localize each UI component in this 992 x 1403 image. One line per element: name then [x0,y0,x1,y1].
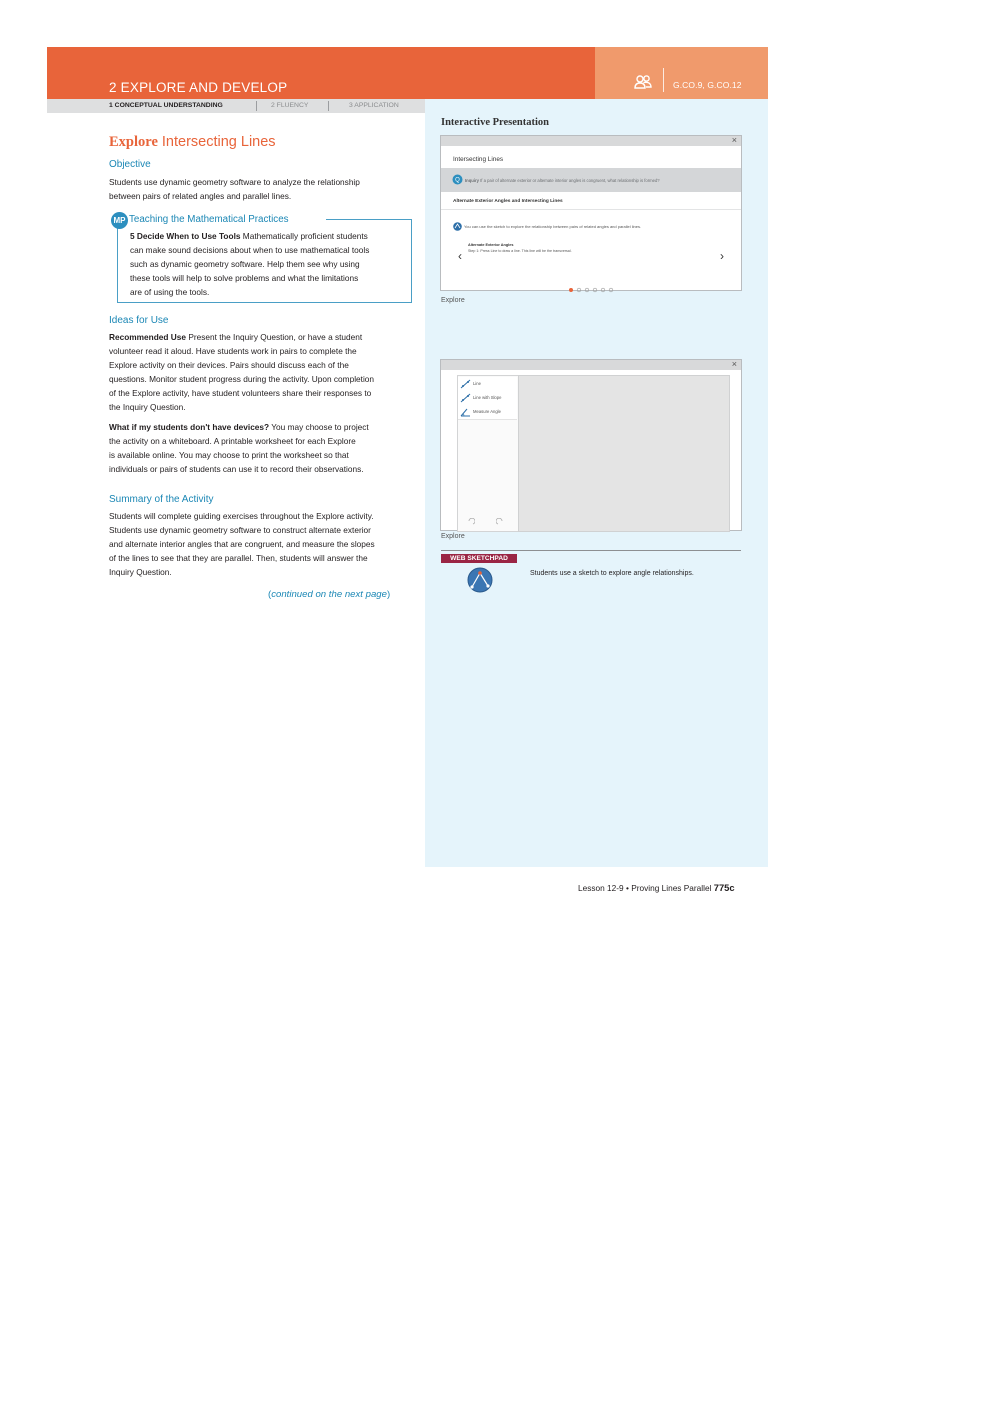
tool-measure-angle[interactable] [458,405,517,420]
tab-divider [256,101,257,111]
mp-line: Mathematically proficient students [240,231,368,241]
inquiry-label: Inquiry [465,178,479,183]
slide-heading: Intersecting Lines [453,156,504,163]
slide-dot [609,288,613,292]
websketch-rule [441,550,741,551]
lesson-title: Proving Lines Parallel [631,883,712,893]
websketchpad-badge: WEB SKETCHPAD [441,554,517,563]
devices-text [109,420,369,476]
rec-line: questions. Monitor student progress during the activity. Upon completion [109,374,375,384]
interactive-presentation-title: Interactive Presentation [441,117,549,128]
lesson-number: Lesson 12-9 [578,883,624,893]
prev-slide-button[interactable]: ‹ [458,249,462,263]
objective-heading: Objective [109,159,151,170]
tool-line-with-slope[interactable] [458,391,517,406]
slide-dot [601,288,605,292]
mp-line: can make sound decisions about when to use mathematical tools [130,245,370,255]
sketch-canvas[interactable] [518,375,730,532]
sketchpad-screenshot[interactable] [440,359,742,531]
mp-line: such as dynamic geometry software. Help them see why using [130,259,360,269]
rec-line: the Inquiry Question. [109,402,186,412]
rec-line: of the Explore activity, have student volunteers share their responses to [109,388,372,398]
tool-label: Line with Slope [473,395,502,400]
tool-line[interactable] [458,377,517,392]
tab-divider [328,101,329,111]
continued-text: continued on the next page [271,589,387,600]
web-sketchpad-icon [467,567,493,593]
tool-label: Measure Angle [473,409,501,414]
heading-title: Intersecting Lines [161,134,276,150]
step-text: Step 1: Press Line to draw a line. This line will be the transversal. [468,249,572,253]
heading-keyword: Explore [109,134,158,150]
mp-text [130,229,369,299]
group-icon [634,74,652,90]
presentation-screenshot[interactable] [440,135,742,291]
slide-dot [577,288,581,292]
inquiry-question: If a pair of alternate exterior or alternate interior angles is congruent, what relationship is formed? [480,178,660,183]
summary-line: and alternate interior angles that are congruent, and measure the slopes [109,539,375,549]
recommended-use-text [109,330,374,414]
summary-line: Students will complete guiding exercises throughout the Explore activity. [109,511,374,521]
page-footer: Lesson 12-9 • Proving Lines Parallel 775c [578,882,735,893]
page-number: 775c [713,882,735,893]
tab-application: 3 APPLICATION [349,102,399,109]
mp-line: these tools will help to solve problems and what the limitations [130,273,359,283]
slide-note: You can use the sketch to explore the relationship between pairs of related angles and parallel lines. [464,224,642,229]
tab-fluency: 2 FLUENCY [271,102,309,109]
summary-line: Students use dynamic geometry software to construct alternate exterior [109,525,371,535]
close-icon[interactable]: × [731,135,737,145]
screenshot-titlebar [441,360,741,370]
dev-line: the activity on a whiteboard. A printable worksheet for each Explore [109,436,356,446]
websketchpad-description: Students use a sketch to explore angle relationships. [530,570,694,577]
ideas-heading: Ideas for Use [109,315,169,326]
objective-text [109,175,360,203]
slide-dot [593,288,597,292]
dev-line: individuals or pairs of students can use it to record their observations. [109,464,364,474]
summary-line: of the lines to see that they are parallel. Then, students will answer the [109,553,368,563]
dev-line: is available online. You may choose to print the worksheet so that [109,450,349,460]
inquiry-text [465,178,660,183]
tool-label: Line [473,381,481,386]
mp-badge: MP [111,212,128,229]
svg-text:Q: Q [455,177,460,184]
recommended-use-lead: Recommended Use [109,332,187,342]
devices-lead: What if my students don't have devices? [109,422,270,432]
screenshot-titlebar [441,136,741,146]
step-title: Alternate Exterior Angles [468,243,514,247]
divider [441,209,741,210]
screenshot-caption: Explore [441,533,465,540]
standards-label: G.CO.9, G.CO.12 [673,80,742,90]
summary-line: Inquiry Question. [109,567,172,577]
dev-line: You may choose to project [269,422,369,432]
summary-text [109,509,375,579]
mp-lead: 5 Decide When to Use Tools [130,231,241,241]
slide-dot-active [569,288,573,292]
objective-line: Students use dynamic geometry software to analyze the relationship [109,177,360,187]
activity-heading [109,134,276,151]
screenshot-caption: Explore [441,297,465,304]
slide-dots[interactable] [568,280,616,298]
continued-note: (continued on the next page) [268,589,391,600]
close-icon[interactable]: × [731,359,737,369]
sketch-icon [453,222,462,231]
slide-dot [585,288,589,292]
header-divider [663,68,664,92]
mp-title: Teaching the Mathematical Practices [129,214,289,225]
tab-conceptual-understanding: 1 CONCEPTUAL UNDERSTANDING [109,102,223,109]
mp-line: are of using the tools. [130,287,210,297]
standards-banner [595,47,768,99]
redo-icon[interactable] [496,518,504,526]
slide-subheading: Alternate Exterior Angles and Intersecting Lines [453,199,563,204]
rec-line: Explore activity on their devices. Pairs should discuss each of the [109,360,349,370]
line-tool-icon [460,379,471,389]
slope-tool-icon [460,393,471,403]
undo-icon[interactable] [467,518,475,526]
angle-tool-icon [460,407,471,417]
rec-line: Present the Inquiry Question, or have a student [186,332,363,342]
rec-line: volunteer read it aloud. Have students work in pairs to complete the [109,346,357,356]
inquiry-icon [452,174,463,185]
objective-line: between pairs of related angles and parallel lines. [109,191,292,201]
section-title: 2 EXPLORE AND DEVELOP [109,80,288,95]
next-slide-button[interactable]: › [720,249,724,263]
summary-heading: Summary of the Activity [109,494,214,505]
